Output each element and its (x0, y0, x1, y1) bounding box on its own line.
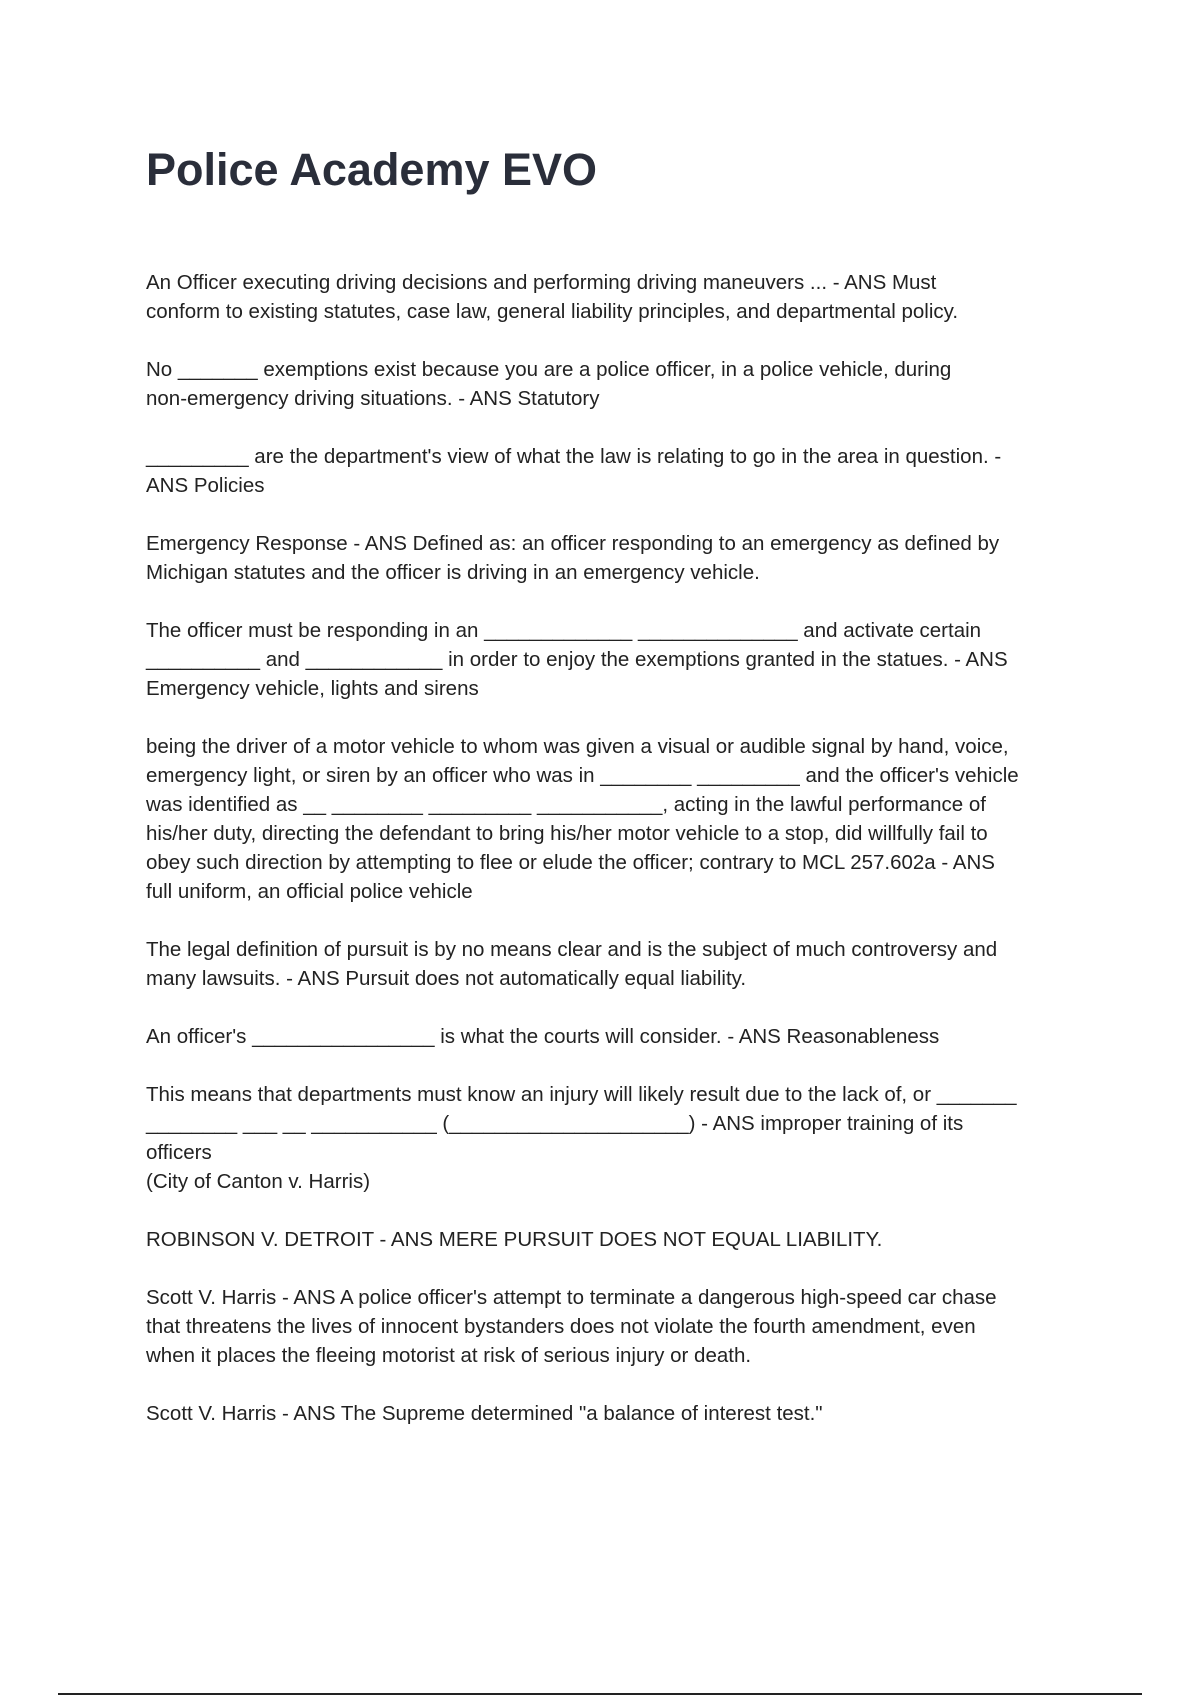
qa-item: _________ are the department's view of what the law is relating to go in the area in question. - ANS Policies (146, 445, 1002, 497)
qa-item: An officer's ________________ is what the courts will consider. - ANS Reasonableness (146, 1025, 940, 1048)
qa-item: No _______ exemptions exist because you are a police officer, in a police vehicle, during non-emergency driving situations. - ANS Statutory (146, 358, 952, 410)
bottom-divider (58, 1693, 1142, 1695)
qa-item: Scott V. Harris - ANS The Supreme determined "a balance of interest test." (146, 1402, 823, 1425)
qa-item: ROBINSON V. DETROIT - ANS MERE PURSUIT DOES NOT EQUAL LIABILITY. (146, 1228, 883, 1251)
qa-item: Scott V. Harris - ANS A police officer's attempt to terminate a dangerous high-speed car chase that threatens the lives of innocent bystanders does not violate the fourth amendment, even when it places the fleeing motorist at risk of serious injury or death. (146, 1286, 997, 1367)
qa-item: This means that departments must know an injury will likely result due to the lack of, or _______ ________ ___ __ ___________ (_____________________) - ANS improper training of its officers (City of Canton v. Harris) (146, 1083, 1017, 1193)
document-title: Police Academy EVO (146, 144, 598, 195)
qa-item: being the driver of a motor vehicle to whom was given a visual or audible signal by hand, voice, emergency light, or siren by an officer who was in ________ _________ and the officer's vehicle was identified as __ ________ _________ ___________, acting in the lawful performance of his/her duty, directing the defendant to bring his/her motor vehicle to a stop, did willfully fail to obey such direction by attempting to flee or elude the officer; contrary to MCL 257.602a - ANS full uniform, an official police vehicle (146, 735, 1019, 903)
qa-item: Emergency Response - ANS Defined as: an officer responding to an emergency as defined by Michigan statutes and the officer is driving in an emergency vehicle. (146, 532, 1000, 584)
qa-item: An Officer executing driving decisions and performing driving maneuvers ... - ANS Must conform to existing statutes, case law, general liability principles, and departmental policy. (146, 271, 959, 323)
qa-item: The officer must be responding in an _____________ ______________ and activate certain __________ and ____________ in order to enjoy the exemptions granted in the statues. - ANS Emergency vehicle, lights and sirens (146, 619, 1008, 700)
qa-item: The legal definition of pursuit is by no means clear and is the subject of much controversy and many lawsuits. - ANS Pursuit does not automatically equal liability. (146, 938, 998, 990)
qa-list (146, 268, 1096, 1457)
